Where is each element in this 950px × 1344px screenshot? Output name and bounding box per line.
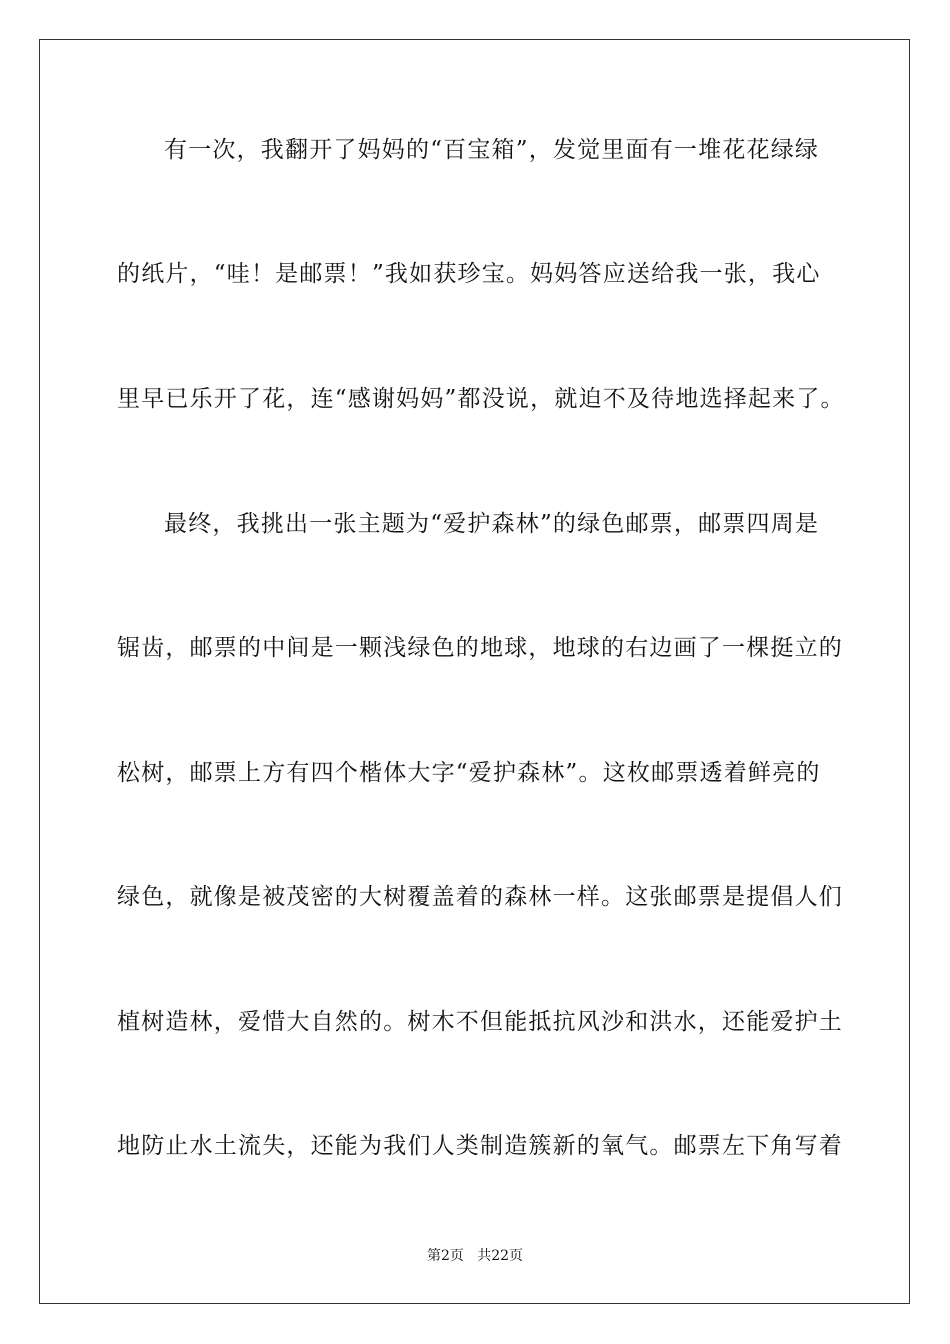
- page-number-footer: 第2页 共22页: [426, 1248, 524, 1264]
- paragraph-1-line-3: 里早已乐开了花，连“感谢妈妈”都没说，就迫不及待地选择起来了。: [117, 386, 845, 412]
- paragraph-2-line-6: 地防止水土流失，还能为我们人类制造簇新的氧气。邮票左下角写着: [117, 1133, 843, 1159]
- paragraph-2-line-4: 绿色，就像是被茂密的大树覆盖着的森林一样。这张邮票是提倡人们: [117, 884, 843, 910]
- paragraph-1-line-1: 有一次，我翻开了妈妈的“百宝箱”，发觉里面有一堆花花绿绿: [164, 137, 820, 163]
- paragraph-1-line-2: 的纸片，“哇！是邮票！”我如获珍宝。妈妈答应送给我一张，我心: [117, 261, 821, 287]
- paragraph-2-line-3: 松树，邮票上方有四个楷体大字“爱护森林”。这枚邮票透着鲜亮的: [117, 760, 821, 786]
- page-frame: [39, 39, 910, 1304]
- paragraph-2-line-2: 锯齿，邮票的中间是一颗浅绿色的地球，地球的右边画了一棵挺立的: [117, 635, 843, 661]
- paragraph-2-line-5: 植树造林，爱惜大自然的。树木不但能抵抗风沙和洪水，还能爱护土: [117, 1009, 843, 1035]
- paragraph-2-line-1: 最终，我挑出一张主题为“爱护森林”的绿色邮票，邮票四周是: [164, 511, 820, 537]
